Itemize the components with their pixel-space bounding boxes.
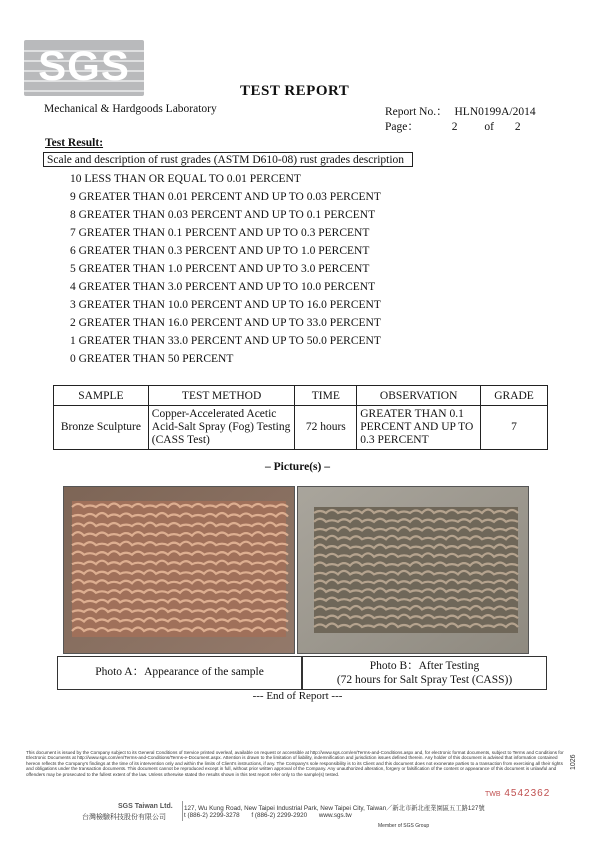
member-of-group: Member of SGS Group <box>378 823 430 829</box>
grade-item: 10 LESS THAN OR EQUAL TO 0.01 PERCENT <box>70 173 301 185</box>
lab-name: Mechanical & Hardgoods Laboratory <box>44 103 217 115</box>
pictures-title: – Picture(s) – <box>265 461 330 473</box>
side-code: 1026 <box>570 754 577 770</box>
serial-value: 4542362 <box>504 788 551 799</box>
company-name-cn: 台灣檢驗科技股份有限公司 <box>82 814 166 821</box>
observation-line: 0.3 PERCENT <box>360 434 429 446</box>
company-web[interactable]: www.sgs.tw <box>318 812 352 819</box>
sgs-logo <box>24 40 144 96</box>
grade-item: 6 GREATER THAN 0.3 PERCENT AND UP TO 1.0 PERCENT <box>70 245 370 257</box>
company-name-en: SGS Taiwan Ltd. <box>118 803 173 810</box>
disclaimer-text: This document is issued by the Company subject to its General Conditions of Service printed overleaf, available on request or accessible at http://www.sgs.com/en/Terms-and-Conditions.aspx and, for electronic format documents, subject to Terms and Conditions for Electronic Documents at http://www.sgs.com/en/Terms-and-Conditions/Terms-e-Document.aspx. Attention is drawn to the limitation of liability, indemnification and jurisdiction issues defined therein. Any holder of this document is advised that information contained hereon reflects the Company's findings at the time of its intervention only and within the limits of Client's instructions, if any. The Company's sole responsibility is to its Client and this document does not exonerate parties to a transaction from exercising all their rights and obligations under the transaction documents. This document cannot be reproduced except in full, without prior written approval of the Company. Any unauthorized alteration, forgery or falsification of the content or appearance of this document is unlawful and offenders may be prosecuted to the fullest extent of the law. Unless otherwise stated the results shown in this test report refer only to the sample(s) tested. <box>26 750 564 777</box>
report-title: TEST REPORT <box>240 83 350 99</box>
company-fax: f (886-2) 2299-2920 <box>251 812 308 819</box>
page-label: Page： <box>385 121 419 133</box>
page-total: 2 <box>514 121 521 133</box>
cell-test-method <box>148 406 295 450</box>
grade-item: 0 GREATER THAN 50 PERCENT <box>70 353 234 365</box>
photo-a-sample <box>63 486 295 654</box>
grade-item: 8 GREATER THAN 0.03 PERCENT AND UP TO 0.1 PERCENT <box>70 209 376 221</box>
page-of: of <box>484 121 494 133</box>
photo-b-after-testing <box>297 486 529 654</box>
grade-item: 7 GREATER THAN 0.1 PERCENT AND UP TO 0.3 PERCENT <box>70 227 370 239</box>
report-number-label: Report No.： <box>385 106 448 118</box>
grade-item: 9 GREATER THAN 0.01 PERCENT AND UP TO 0.03 PERCENT <box>70 191 381 203</box>
grade-item: 3 GREATER THAN 10.0 PERCENT AND UP TO 16.0 PERCENT <box>70 299 381 311</box>
grade-item: 5 GREATER THAN 1.0 PERCENT AND UP TO 3.0 PERCENT <box>70 263 370 275</box>
header-observation: OBSERVATION <box>357 386 481 406</box>
photo-a-caption-box <box>57 656 302 690</box>
end-of-report: --- End of Report --- <box>252 690 343 702</box>
header-time: TIME <box>295 386 357 406</box>
observation-line: PERCENT AND UP TO <box>360 421 474 433</box>
photo-b-caption-2: (72 hours for Salt Spray Test (CASS)) <box>336 674 513 686</box>
cell-sample: Bronze Sculpture <box>54 406 149 450</box>
table-header-row <box>54 386 548 406</box>
company-contact <box>184 812 352 819</box>
table-row <box>54 406 548 450</box>
cell-grade: 7 <box>481 406 548 450</box>
serial-number <box>485 788 550 799</box>
grade-item: 4 GREATER THAN 3.0 PERCENT AND UP TO 10.0 PERCENT <box>70 281 376 293</box>
method-line: (CASS Test) <box>151 434 210 446</box>
header-sample: SAMPLE <box>54 386 149 406</box>
serial-prefix: TWB <box>485 791 501 798</box>
photo-b-caption-box <box>302 656 547 690</box>
cell-time: 72 hours <box>295 406 357 450</box>
photo-b-caption-1: Photo B：After Testing <box>369 660 480 672</box>
header-test-method: TEST METHOD <box>148 386 295 406</box>
method-line: Copper-Accelerated Acetic <box>151 408 277 420</box>
grade-list <box>70 170 381 368</box>
report-number <box>385 103 536 119</box>
company-address: 127, Wu Kung Road, New Taipei Industrial Park, New Taipei City, Taiwan／新北市新北產業園區五工路127號 <box>184 805 485 812</box>
method-line: Acid-Salt Spray (Fog) Testing <box>151 421 291 433</box>
report-number-value: HLN0199A/2014 <box>454 106 536 118</box>
photo-b-image <box>298 487 528 653</box>
photo-a-caption: Photo A：Appearance of the sample <box>95 666 264 678</box>
grade-item: 2 GREATER THAN 16.0 PERCENT AND UP TO 33.0 PERCENT <box>70 317 381 329</box>
photo-a-image <box>64 487 294 653</box>
test-result-heading: Test Result: <box>45 137 104 149</box>
header-grade: GRADE <box>481 386 548 406</box>
result-table <box>53 385 548 450</box>
company-tel: t (886-2) 2299-3278 <box>184 812 240 819</box>
footer-divider <box>182 801 183 821</box>
observation-line: GREATER THAN 0.1 <box>360 408 464 420</box>
scale-title: Scale and description of rust grades (ASTM D610-08) rust grades description <box>43 152 413 167</box>
grade-item: 1 GREATER THAN 33.0 PERCENT AND UP TO 50.0 PERCENT <box>70 335 381 347</box>
cell-observation <box>357 406 481 450</box>
logo-text: SGS <box>38 42 130 89</box>
page-current: 2 <box>451 121 458 133</box>
page-indicator <box>385 118 521 134</box>
